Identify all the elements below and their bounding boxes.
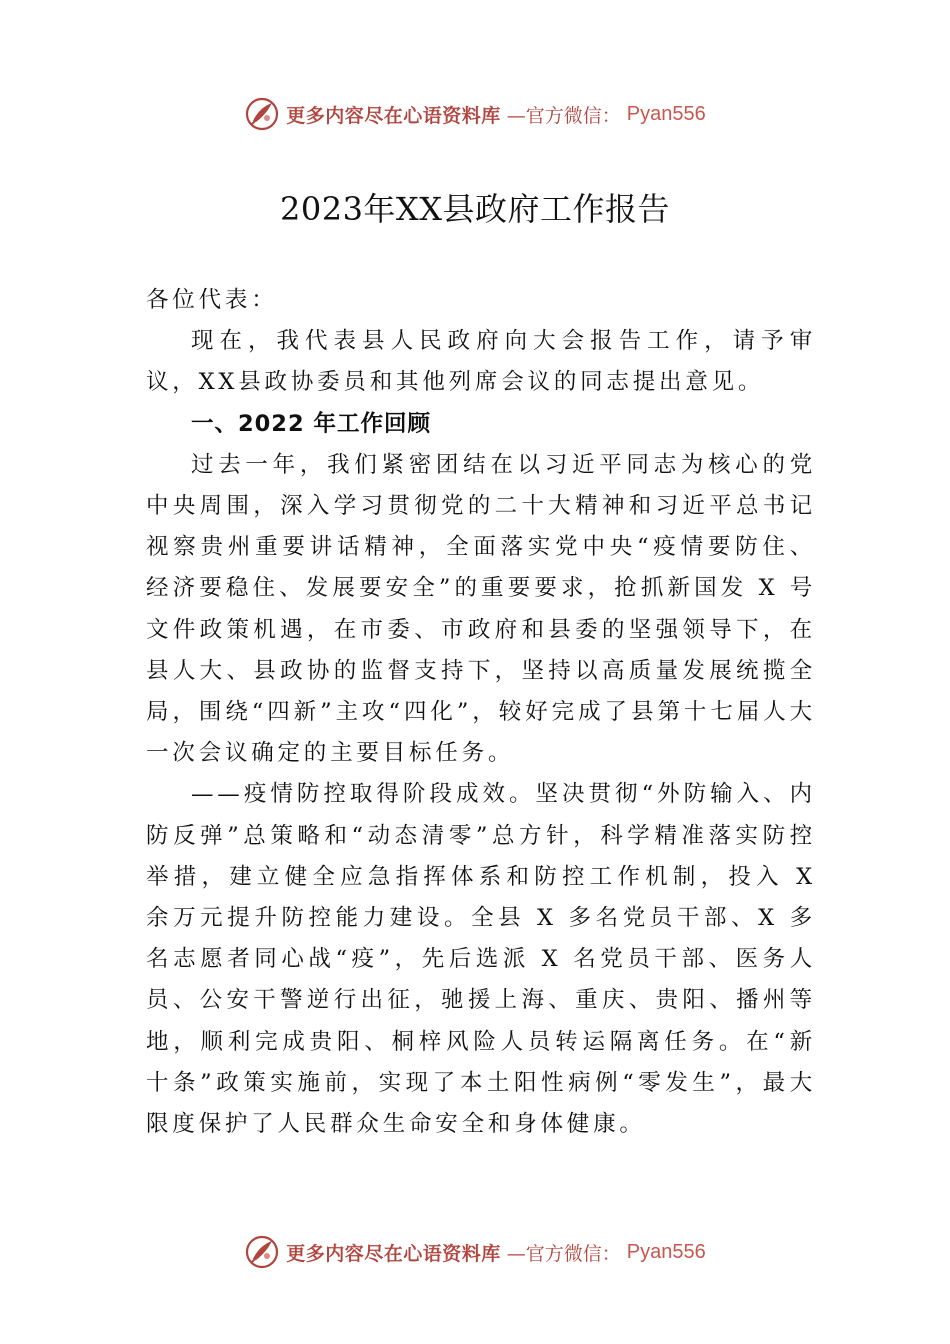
watermark-separator: —官方微信： [506, 1242, 621, 1265]
section-heading: 一、2022 年工作回顾 [191, 410, 431, 437]
watermark-account: Pyan556 [626, 102, 706, 125]
document-body [146, 280, 816, 1145]
salutation: 各位代表： [146, 287, 278, 313]
document-title: 2023年XX县政府工作报告 [279, 190, 670, 228]
watermark-text: 更多内容尽在心语资料库 [286, 1242, 501, 1265]
watermark-separator: —官方微信： [506, 104, 621, 127]
intro-paragraph: 现在，我代表县人民政府向大会报告工作，请予审议，XX县政协委员和其他列席会议的同志提出意见。 [146, 328, 816, 396]
brush-logo-icon [244, 1234, 280, 1270]
header-watermark [0, 94, 950, 134]
body-paragraph-1: 过去一年，我们紧密团结在以习近平同志为核心的党中央周围，深入学习贯彻党的二十大精神和习近平总书记视察贵州重要讲话精神，全面落实党中央“疫情要防住、经济要稳住、发展要安全”的重要要求，抢抓新国发 X 号文件政策机遇，在市委、市政府和县委的坚强领导下，在县人大、县政协的监督支持下，坚持以高质量发展统揽全局，围绕“四新”主攻“四化”，较好完成了县第十七届人大一次会议确定的主要目标任务。 [146, 451, 816, 767]
footer-watermark [0, 1232, 950, 1272]
watermark-text: 更多内容尽在心语资料库 [286, 104, 501, 127]
watermark-account: Pyan556 [626, 1240, 706, 1263]
body-paragraph-2: ——疫情防控取得阶段成效。坚决贯彻“外防输入、内防反弹”总策略和“动态清零”总方针，科学精准落实防控举措，建立健全应急指挥体系和防控工作机制，投入 X 余万元提升防控能力建设。全县 X 多名党员干部、X 多名志愿者同心战“疫”，先后选派 X 名党员干部、医务人员、公安干警逆行出征，驰援上海、重庆、贵阳、播州等地，顺利完成贵阳、桐梓风险人员转运隔离任务。在“新十条”政策实施前，实现了本土阳性病例“零发生”，最大限度保护了人民群众生命安全和身体健康。 [146, 781, 816, 1138]
brush-logo-icon [244, 96, 280, 132]
